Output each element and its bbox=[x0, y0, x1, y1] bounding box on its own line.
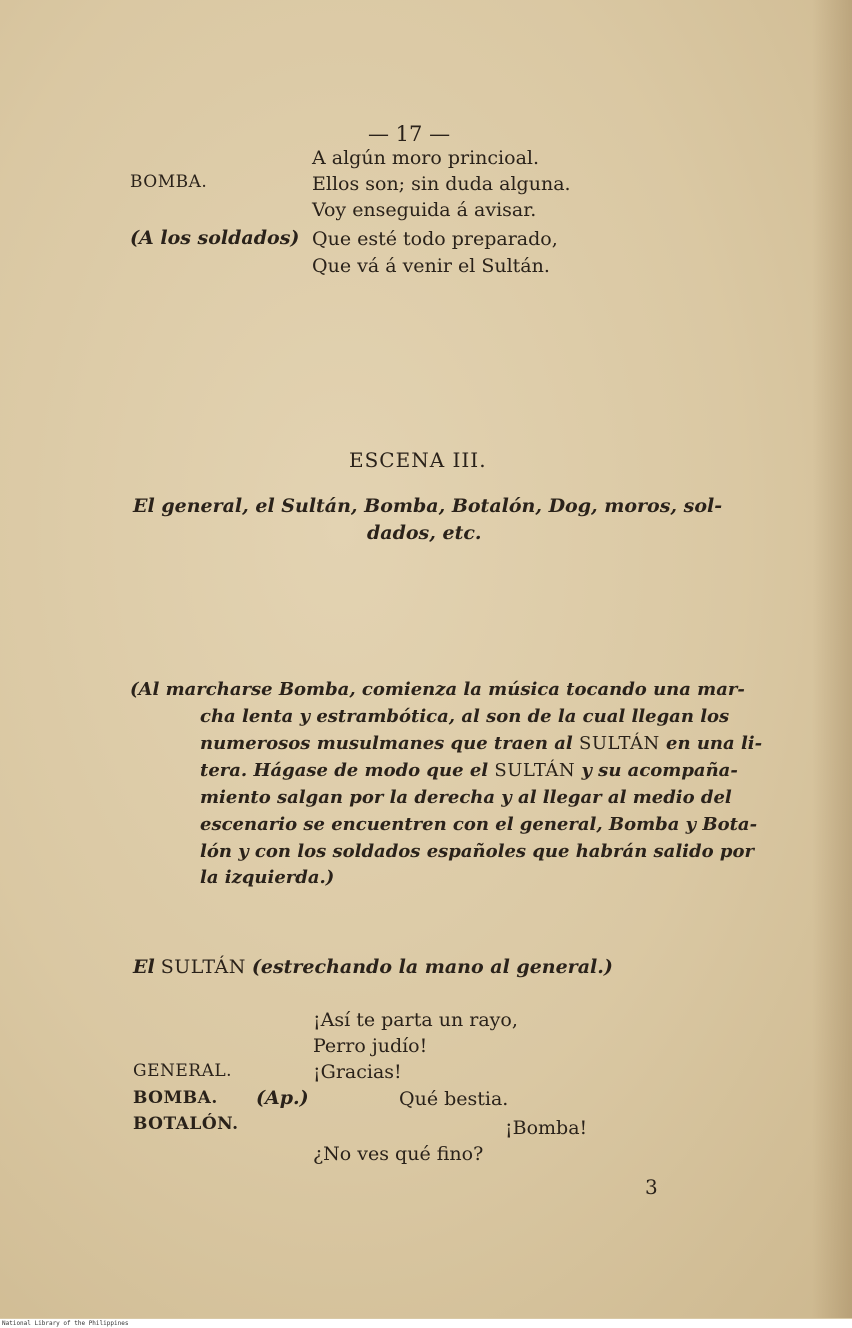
sultan-name: SULTÁN bbox=[494, 760, 576, 781]
stage-aside-soldiers: (A los soldados) bbox=[130, 227, 300, 249]
verse-line: ¡Bomba! bbox=[505, 1117, 588, 1139]
stage-direction-line: lón y con los soldados españoles que habrán salido por bbox=[200, 841, 754, 862]
verse-line: ¡Gracias! bbox=[313, 1061, 402, 1083]
scene-cast-line: El general, el Sultán, Bomba, Botalón, Dog, moros, sol- bbox=[133, 495, 723, 517]
speaker-bomba: BOMBA. bbox=[130, 172, 208, 192]
stage-direction-line bbox=[200, 735, 762, 753]
page-edge-shadow bbox=[812, 0, 852, 1318]
verse-line: A algún moro princioal. bbox=[312, 147, 540, 169]
scene-title: ESCENA III. bbox=[349, 448, 487, 472]
sultan-speaker-line bbox=[133, 958, 613, 977]
verse-line: Que vá á venir el Sultán. bbox=[312, 255, 550, 277]
verse-line: Perro judío! bbox=[313, 1035, 428, 1057]
speaker-bomba: BOMBA. bbox=[133, 1088, 218, 1108]
page-number: — 17 — bbox=[368, 122, 451, 146]
verse-line: Qué bestia. bbox=[399, 1088, 509, 1110]
verse-line: Ellos son; sin duda alguna. bbox=[312, 173, 571, 195]
scene-cast-line: dados, etc. bbox=[367, 522, 482, 544]
aside-direction: (Ap.) bbox=[256, 1087, 309, 1109]
stage-direction-text: y su acompaña- bbox=[581, 760, 738, 781]
stage-direction-line: cha lenta y estrambótica, al son de la cual llegan los bbox=[200, 706, 730, 727]
sultan-name: SULTÁN bbox=[160, 956, 246, 978]
verse-line: Que esté todo preparado, bbox=[312, 228, 558, 250]
library-footer: National Library of the Philippines bbox=[0, 1319, 852, 1328]
sultan-direction: (estrechando la mano al general.) bbox=[251, 956, 613, 978]
stage-direction-line: (Al marcharse Bomba, comienza la música tocando una mar- bbox=[130, 679, 745, 700]
speaker-general: GENERAL. bbox=[133, 1061, 233, 1081]
stage-direction-line: la izquierda.) bbox=[200, 867, 335, 888]
verse-line: ¡Así te parta un rayo, bbox=[313, 1009, 518, 1031]
article-el: El bbox=[133, 956, 155, 978]
speaker-botalon: BOTALÓN. bbox=[133, 1114, 239, 1134]
stage-direction-line bbox=[200, 762, 738, 780]
stage-direction-text: en una li- bbox=[666, 733, 763, 754]
stage-direction-text: tera. Hágase de modo que el bbox=[200, 760, 489, 781]
stage-direction-line: escenario se encuentren con el general, Bomba y Bota- bbox=[200, 814, 758, 835]
sultan-name: SULTÁN bbox=[578, 733, 660, 754]
verse-line: ¿No ves qué fino? bbox=[313, 1143, 484, 1165]
verse-line: Voy enseguida á avisar. bbox=[312, 199, 537, 221]
signature-mark: 3 bbox=[645, 1175, 658, 1199]
stage-direction-text: numerosos musulmanes que traen al bbox=[200, 733, 573, 754]
stage-direction-line: miento salgan por la derecha y al llegar al medio del bbox=[200, 787, 732, 808]
